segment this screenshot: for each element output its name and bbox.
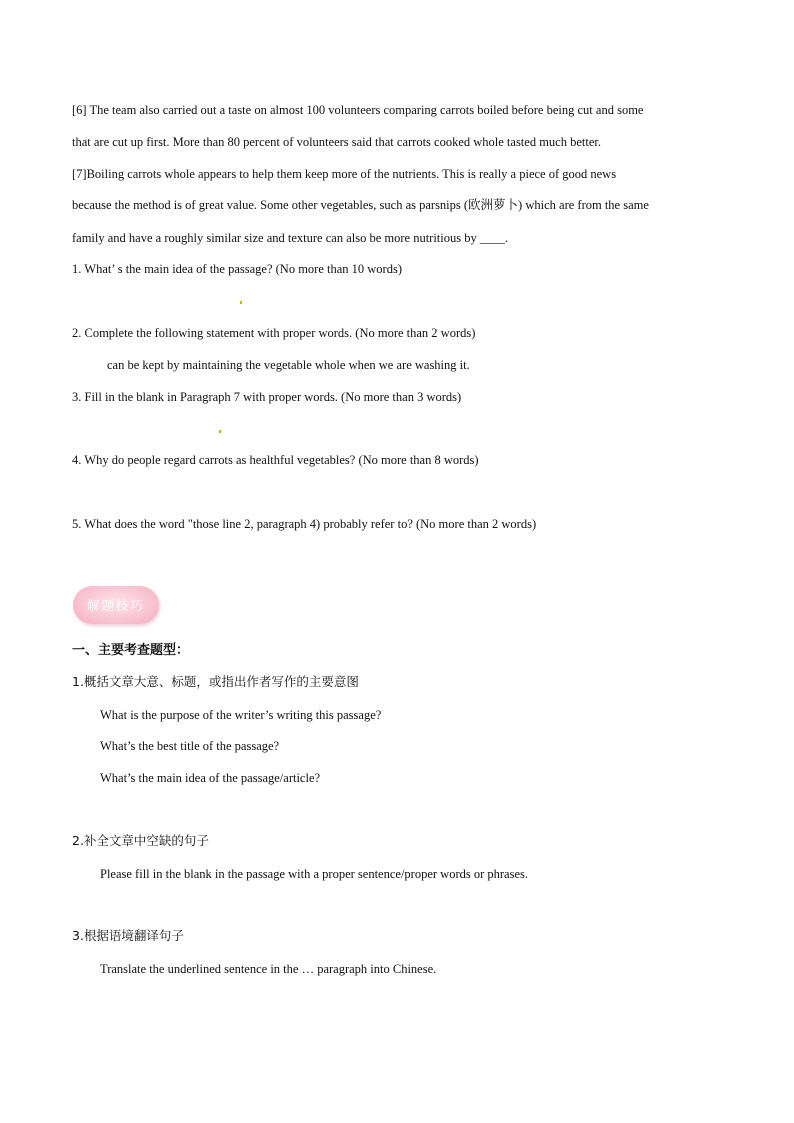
type-2-example: Please fill in the blank in the passage with a proper sentence/proper words or phrases. [100,867,528,881]
question-3: 3. Fill in the blank in Paragraph 7 with proper words. (No more than 3 words) [72,390,462,404]
question-4: 4. Why do people regard carrots as healthful vegetables? (No more than 8 words) [72,453,479,467]
tips-badge-label: 解题技巧 [86,598,145,613]
answer-3-marker [219,430,221,433]
paragraph-7-line-3: family and have a roughly similar size and texture can also be more nutritious by ____. [72,231,508,245]
type-1-example-2: What’s the best title of the passage? [100,739,280,753]
type-1-example-3: What’s the main idea of the passage/article? [100,771,321,785]
type-1-title: 1.概括文章大意、标题，或指出作者写作的主要意图 [72,674,359,689]
question-1: 1. What’ s the main idea of the passage? (No more than 10 words) [72,262,402,276]
paragraph-7-line-2: because the method is of great value. Some other vegetables, such as parsnips (欧洲萝卜) which are from the same [72,198,649,212]
type-3-example: Translate the underlined sentence in the … paragraph into Chinese. [100,962,437,976]
section-heading: 一、主要考查题型： [72,643,190,658]
paragraph-7-line-1: [7]Boiling carrots whole appears to help them keep more of the nutrients. This is really a piece of good news [72,167,617,181]
question-2: 2. Complete the following statement with proper words. (No more than 2 words) [72,326,476,340]
answer-1-marker [240,301,242,304]
question-5: 5. What does the word "those line 2, paragraph 4) probably refer to? (No more than 2 words) [72,517,537,531]
type-2-title: 2.补全文章中空缺的句子 [72,833,209,848]
paragraph-6-line-2: that are cut up first. More than 80 percent of volunteers said that carrots cooked whole tasted much better. [72,135,601,149]
paragraph-6-line-1: [6] The team also carried out a taste on almost 100 volunteers comparing carrots boiled before being cut and some [72,103,644,117]
question-2-statement: can be kept by maintaining the vegetable whole when we are washing it. [107,358,470,372]
tips-badge [73,586,159,624]
type-3-title: 3.根据语境翻译句子 [72,928,184,943]
type-1-example-1: What is the purpose of the writer’s writing this passage? [100,708,382,722]
